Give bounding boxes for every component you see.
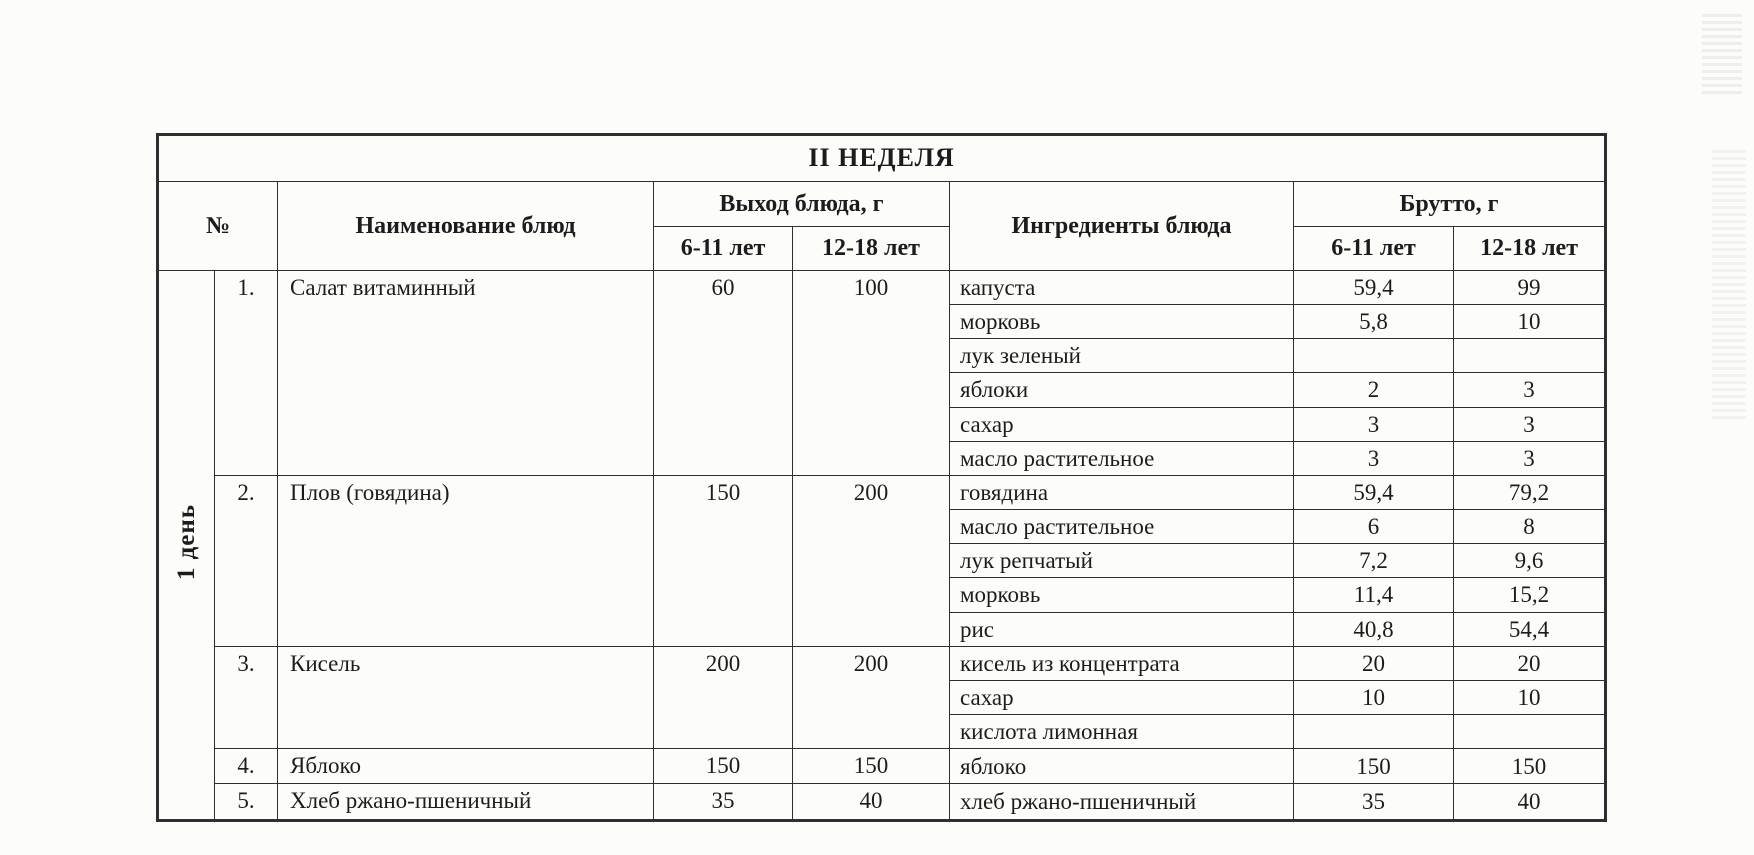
gross-6-11-cell: 3 — [1294, 407, 1454, 441]
gross-12-18-cell: 15,2 — [1454, 578, 1606, 612]
table-header — [158, 135, 1606, 271]
ingredient-name-cell: сахар — [950, 680, 1294, 714]
table-row — [158, 784, 1606, 821]
output-12-18-cell: 40 — [793, 784, 950, 821]
day-label: 1 день — [172, 503, 200, 580]
table-row — [158, 749, 1606, 784]
gross-12-18-cell — [1454, 339, 1606, 373]
output-6-11-cell: 60 — [654, 271, 793, 476]
gross-12-18-cell: 8 — [1454, 510, 1606, 544]
scan-artifact — [1712, 150, 1746, 420]
gross-12-18-cell: 10 — [1454, 305, 1606, 339]
dish-number-cell: 2. — [215, 475, 278, 646]
column-header-dish-name: Наименование блюд — [278, 182, 654, 271]
column-header-output-age-12-18: 12-18 лет — [793, 227, 950, 271]
week-title: II НЕДЕЛЯ — [158, 135, 1606, 182]
ingredient-name-cell: капуста — [950, 271, 1294, 305]
output-6-11-cell: 35 — [654, 784, 793, 821]
dish-name-cell: Кисель — [278, 646, 654, 748]
column-header-gross: Брутто, г — [1294, 182, 1606, 227]
dish-number-cell: 5. — [215, 784, 278, 821]
gross-12-18-cell: 79,2 — [1454, 475, 1606, 509]
gross-12-18-cell: 3 — [1454, 407, 1606, 441]
table-row — [158, 271, 1606, 305]
gross-12-18-cell — [1454, 715, 1606, 749]
dish-name-cell: Яблоко — [278, 749, 654, 784]
ingredient-name-cell: морковь — [950, 578, 1294, 612]
weekly-menu-table — [156, 133, 1607, 822]
gross-6-11-cell: 7,2 — [1294, 544, 1454, 578]
column-header-number: № — [158, 182, 278, 271]
output-6-11-cell: 200 — [654, 646, 793, 748]
gross-12-18-cell: 150 — [1454, 749, 1606, 784]
ingredient-name-cell: говядина — [950, 475, 1294, 509]
ingredient-name-cell: кисель из концентрата — [950, 646, 1294, 680]
ingredient-name-cell: масло растительное — [950, 510, 1294, 544]
gross-6-11-cell — [1294, 339, 1454, 373]
output-12-18-cell: 150 — [793, 749, 950, 784]
ingredient-name-cell: яблоко — [950, 749, 1294, 784]
gross-6-11-cell — [1294, 715, 1454, 749]
column-header-gross-age-6-11: 6-11 лет — [1294, 227, 1454, 271]
header-row-1 — [158, 182, 1606, 227]
dish-name-cell: Салат витаминный — [278, 271, 654, 476]
gross-12-18-cell: 3 — [1454, 373, 1606, 407]
table-row — [158, 475, 1606, 509]
column-header-ingredients: Ингредиенты блюда — [950, 182, 1294, 271]
table-title-row — [158, 135, 1606, 182]
gross-6-11-cell: 5,8 — [1294, 305, 1454, 339]
gross-12-18-cell: 20 — [1454, 646, 1606, 680]
gross-6-11-cell: 35 — [1294, 784, 1454, 821]
column-header-gross-age-12-18: 12-18 лет — [1454, 227, 1606, 271]
gross-6-11-cell: 59,4 — [1294, 475, 1454, 509]
gross-6-11-cell: 2 — [1294, 373, 1454, 407]
gross-6-11-cell: 6 — [1294, 510, 1454, 544]
output-6-11-cell: 150 — [654, 749, 793, 784]
ingredient-name-cell: лук зеленый — [950, 339, 1294, 373]
output-12-18-cell: 200 — [793, 475, 950, 646]
menu-table-body — [158, 271, 1606, 821]
gross-6-11-cell: 11,4 — [1294, 578, 1454, 612]
gross-6-11-cell: 10 — [1294, 680, 1454, 714]
dish-number-cell: 4. — [215, 749, 278, 784]
ingredient-name-cell: морковь — [950, 305, 1294, 339]
gross-12-18-cell: 40 — [1454, 784, 1606, 821]
table-row — [158, 646, 1606, 680]
day-cell — [158, 271, 215, 821]
column-header-output: Выход блюда, г — [654, 182, 950, 227]
ingredient-name-cell: лук репчатый — [950, 544, 1294, 578]
gross-12-18-cell: 10 — [1454, 680, 1606, 714]
gross-6-11-cell: 40,8 — [1294, 612, 1454, 646]
gross-12-18-cell: 54,4 — [1454, 612, 1606, 646]
gross-6-11-cell: 3 — [1294, 441, 1454, 475]
gross-12-18-cell: 9,6 — [1454, 544, 1606, 578]
scan-artifact — [1702, 14, 1742, 94]
gross-12-18-cell: 3 — [1454, 441, 1606, 475]
gross-12-18-cell: 99 — [1454, 271, 1606, 305]
dish-name-cell: Хлеб ржано-пшеничный — [278, 784, 654, 821]
ingredient-name-cell: рис — [950, 612, 1294, 646]
dish-number-cell: 1. — [215, 271, 278, 476]
ingredient-name-cell: сахар — [950, 407, 1294, 441]
output-12-18-cell: 100 — [793, 271, 950, 476]
gross-6-11-cell: 150 — [1294, 749, 1454, 784]
dish-name-cell: Плов (говядина) — [278, 475, 654, 646]
ingredient-name-cell: яблоки — [950, 373, 1294, 407]
output-6-11-cell: 150 — [654, 475, 793, 646]
dish-number-cell: 3. — [215, 646, 278, 748]
column-header-output-age-6-11: 6-11 лет — [654, 227, 793, 271]
output-12-18-cell: 200 — [793, 646, 950, 748]
gross-6-11-cell: 20 — [1294, 646, 1454, 680]
ingredient-name-cell: хлеб ржано-пшеничный — [950, 784, 1294, 821]
ingredient-name-cell: масло растительное — [950, 441, 1294, 475]
gross-6-11-cell: 59,4 — [1294, 271, 1454, 305]
ingredient-name-cell: кислота лимонная — [950, 715, 1294, 749]
